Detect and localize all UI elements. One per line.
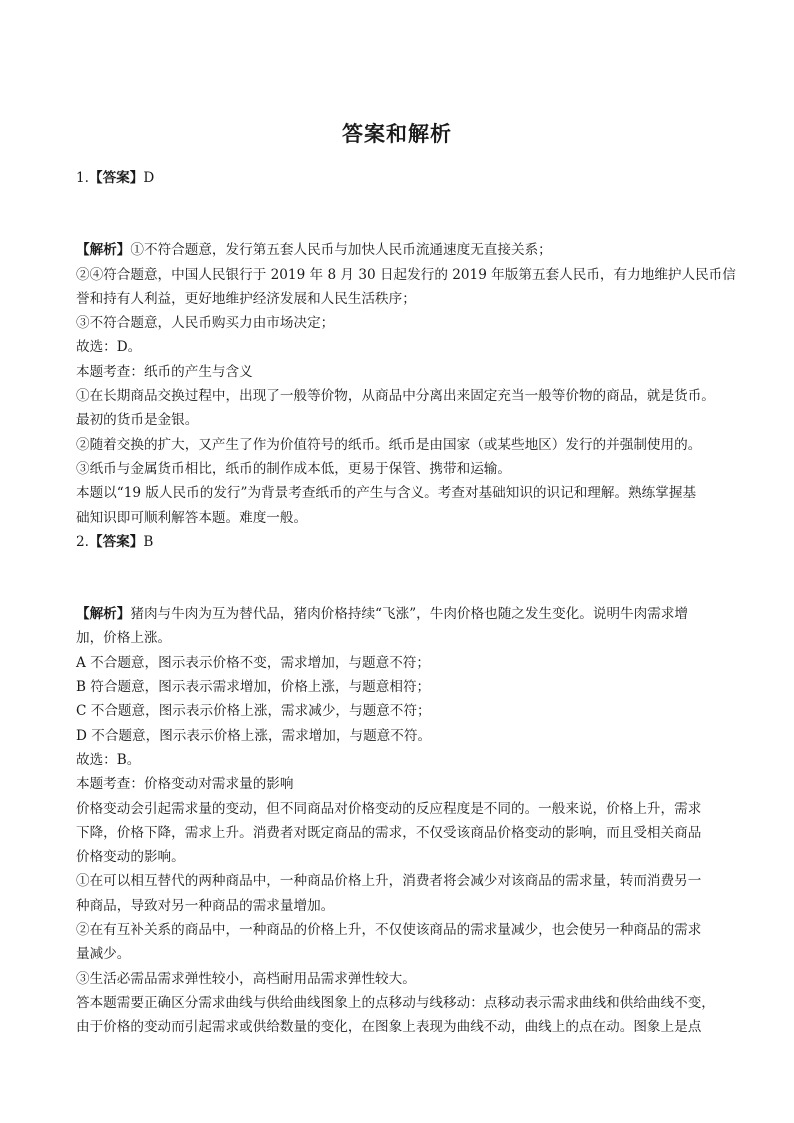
q1-text-line: 本题以“19 版人民币的发行”为背景考查纸币的产生与含义。考查对基础知识的识记和理解。熟练掌握基 (76, 485, 697, 502)
spacer (76, 214, 726, 238)
spacer (76, 554, 726, 578)
q2-text-line: 由于价格的变动而引起需求或供给数量的变化，在图象上表现为曲线不动，曲线上的点在动。图象上是点 (76, 1019, 702, 1036)
q1-text-line: 誉和持有人利益，更好地维护经济发展和人民生活秩序； (76, 290, 416, 307)
q2-text-line: 价格变动的影响。 (76, 849, 185, 866)
q2-text-line: 下降，价格下降，需求上升。消费者对既定商品的需求，不仅受该商品价格变动的影响，而且受相关商品 (76, 824, 702, 841)
q2-text-line: A 不合题意，图示表示价格不变，需求增加，与题意不符； (76, 654, 430, 671)
q2-analysis-line (76, 602, 726, 626)
q2-text-line: B 符合题意，图示表示需求增加，价格上涨，与题意相符； (76, 679, 431, 696)
q1-text-line: ②④符合题意，中国人民银行于 2019 年 8 月 30 日起发行的 2019 年版第五套人民币，有力地维护人民币信 (76, 266, 736, 283)
q2-text-line: 答本题需要正确区分需求曲线与供给曲线图象上的点移动与线移动：点移动表示需求曲线和供给曲线不变， (76, 994, 715, 1011)
q1-answer-line (76, 166, 726, 190)
spacer (76, 190, 726, 214)
q2-answer-tag: 【答案】 (88, 533, 144, 550)
q2-text-line: ②在有互补关系的商品中，一种商品的价格上升，不仅使该商品的需求量减少，也会使另一种商品的需求 (76, 922, 702, 939)
q2-text-line: 故选：B。 (76, 751, 141, 768)
q2-text-line: 量减少。 (76, 946, 131, 963)
q2-text-line: ③生活必需品需求弹性较小，高档耐用品需求弹性较大。 (76, 970, 416, 987)
q2-analysis-tag: 【解析】 (76, 606, 131, 623)
page-title: 答案和解析 (342, 121, 452, 146)
q2-text-line: 加，价格上涨。 (76, 630, 172, 647)
q1-text-line: ③纸币与金属货币相比，纸币的制作成本低，更易于保管、携带和运输。 (76, 460, 511, 477)
q1-text-line: 最初的货币是金银。 (76, 412, 199, 429)
q2-text-line: 价格变动会引起需求量的变动，但不同商品对价格变动的反应程度是不同的。一般来说，价格上升，需求 (76, 800, 702, 817)
q1-analysis-line (76, 238, 726, 262)
answer-content (76, 166, 736, 1040)
q1-text-line: 本题考查：纸币的产生与含义 (76, 363, 253, 380)
q2-text-line: C 不合题意，图示表示价格上涨，需求减少，与题意不符； (76, 703, 431, 720)
q2-text-line: 猪肉与牛肉为互为替代品，猪肉价格持续“飞涨”，牛肉价格也随之发生变化。说明牛肉需求增 (130, 606, 689, 623)
q2-number: 2. (76, 533, 89, 550)
q2-text-line: 本题考查：价格变动对需求量的影响 (76, 776, 294, 793)
q1-text-line: ①不符合题意，发行第五套人民币与加快人民币流通速度无直接关系； (130, 242, 552, 259)
q1-text-line: ①在长期商品交换过程中，出现了一般等价物，从商品中分离出来固定充当一般等价物的商品，就是货币。 (76, 388, 715, 405)
q2-text-line: ①在可以相互替代的两种商品中，一种商品价格上升，消费者将会减少对该商品的需求量，转而消费另一 (76, 873, 702, 890)
q1-text-line: ②随着交换的扩大，又产生了作为价值符号的纸币。纸币是由国家（或某些地区）发行的并强制使用的。 (76, 436, 702, 453)
q2-text-line: 种商品，导致对另一种商品的需求量增加。 (76, 897, 335, 914)
q1-analysis-tag: 【解析】 (76, 242, 131, 259)
q1-text-line: ③不符合题意，人民币购买力由市场决定； (76, 315, 335, 332)
q1-number: 1. (76, 170, 89, 186)
q2-answer-value: B (143, 533, 154, 550)
q1-text-line: 础知识即可顺利解答本题。难度一般。 (76, 509, 308, 526)
q2-answer-line (76, 530, 726, 554)
q1-answer-tag: 【答案】 (88, 170, 144, 186)
q2-text-line: D 不合题意，图示表示价格上涨，需求增加，与题意不符。 (76, 727, 432, 744)
q1-text-line: 故选：D。 (76, 339, 142, 356)
q1-answer-value: D (143, 170, 155, 186)
spacer (76, 578, 726, 602)
